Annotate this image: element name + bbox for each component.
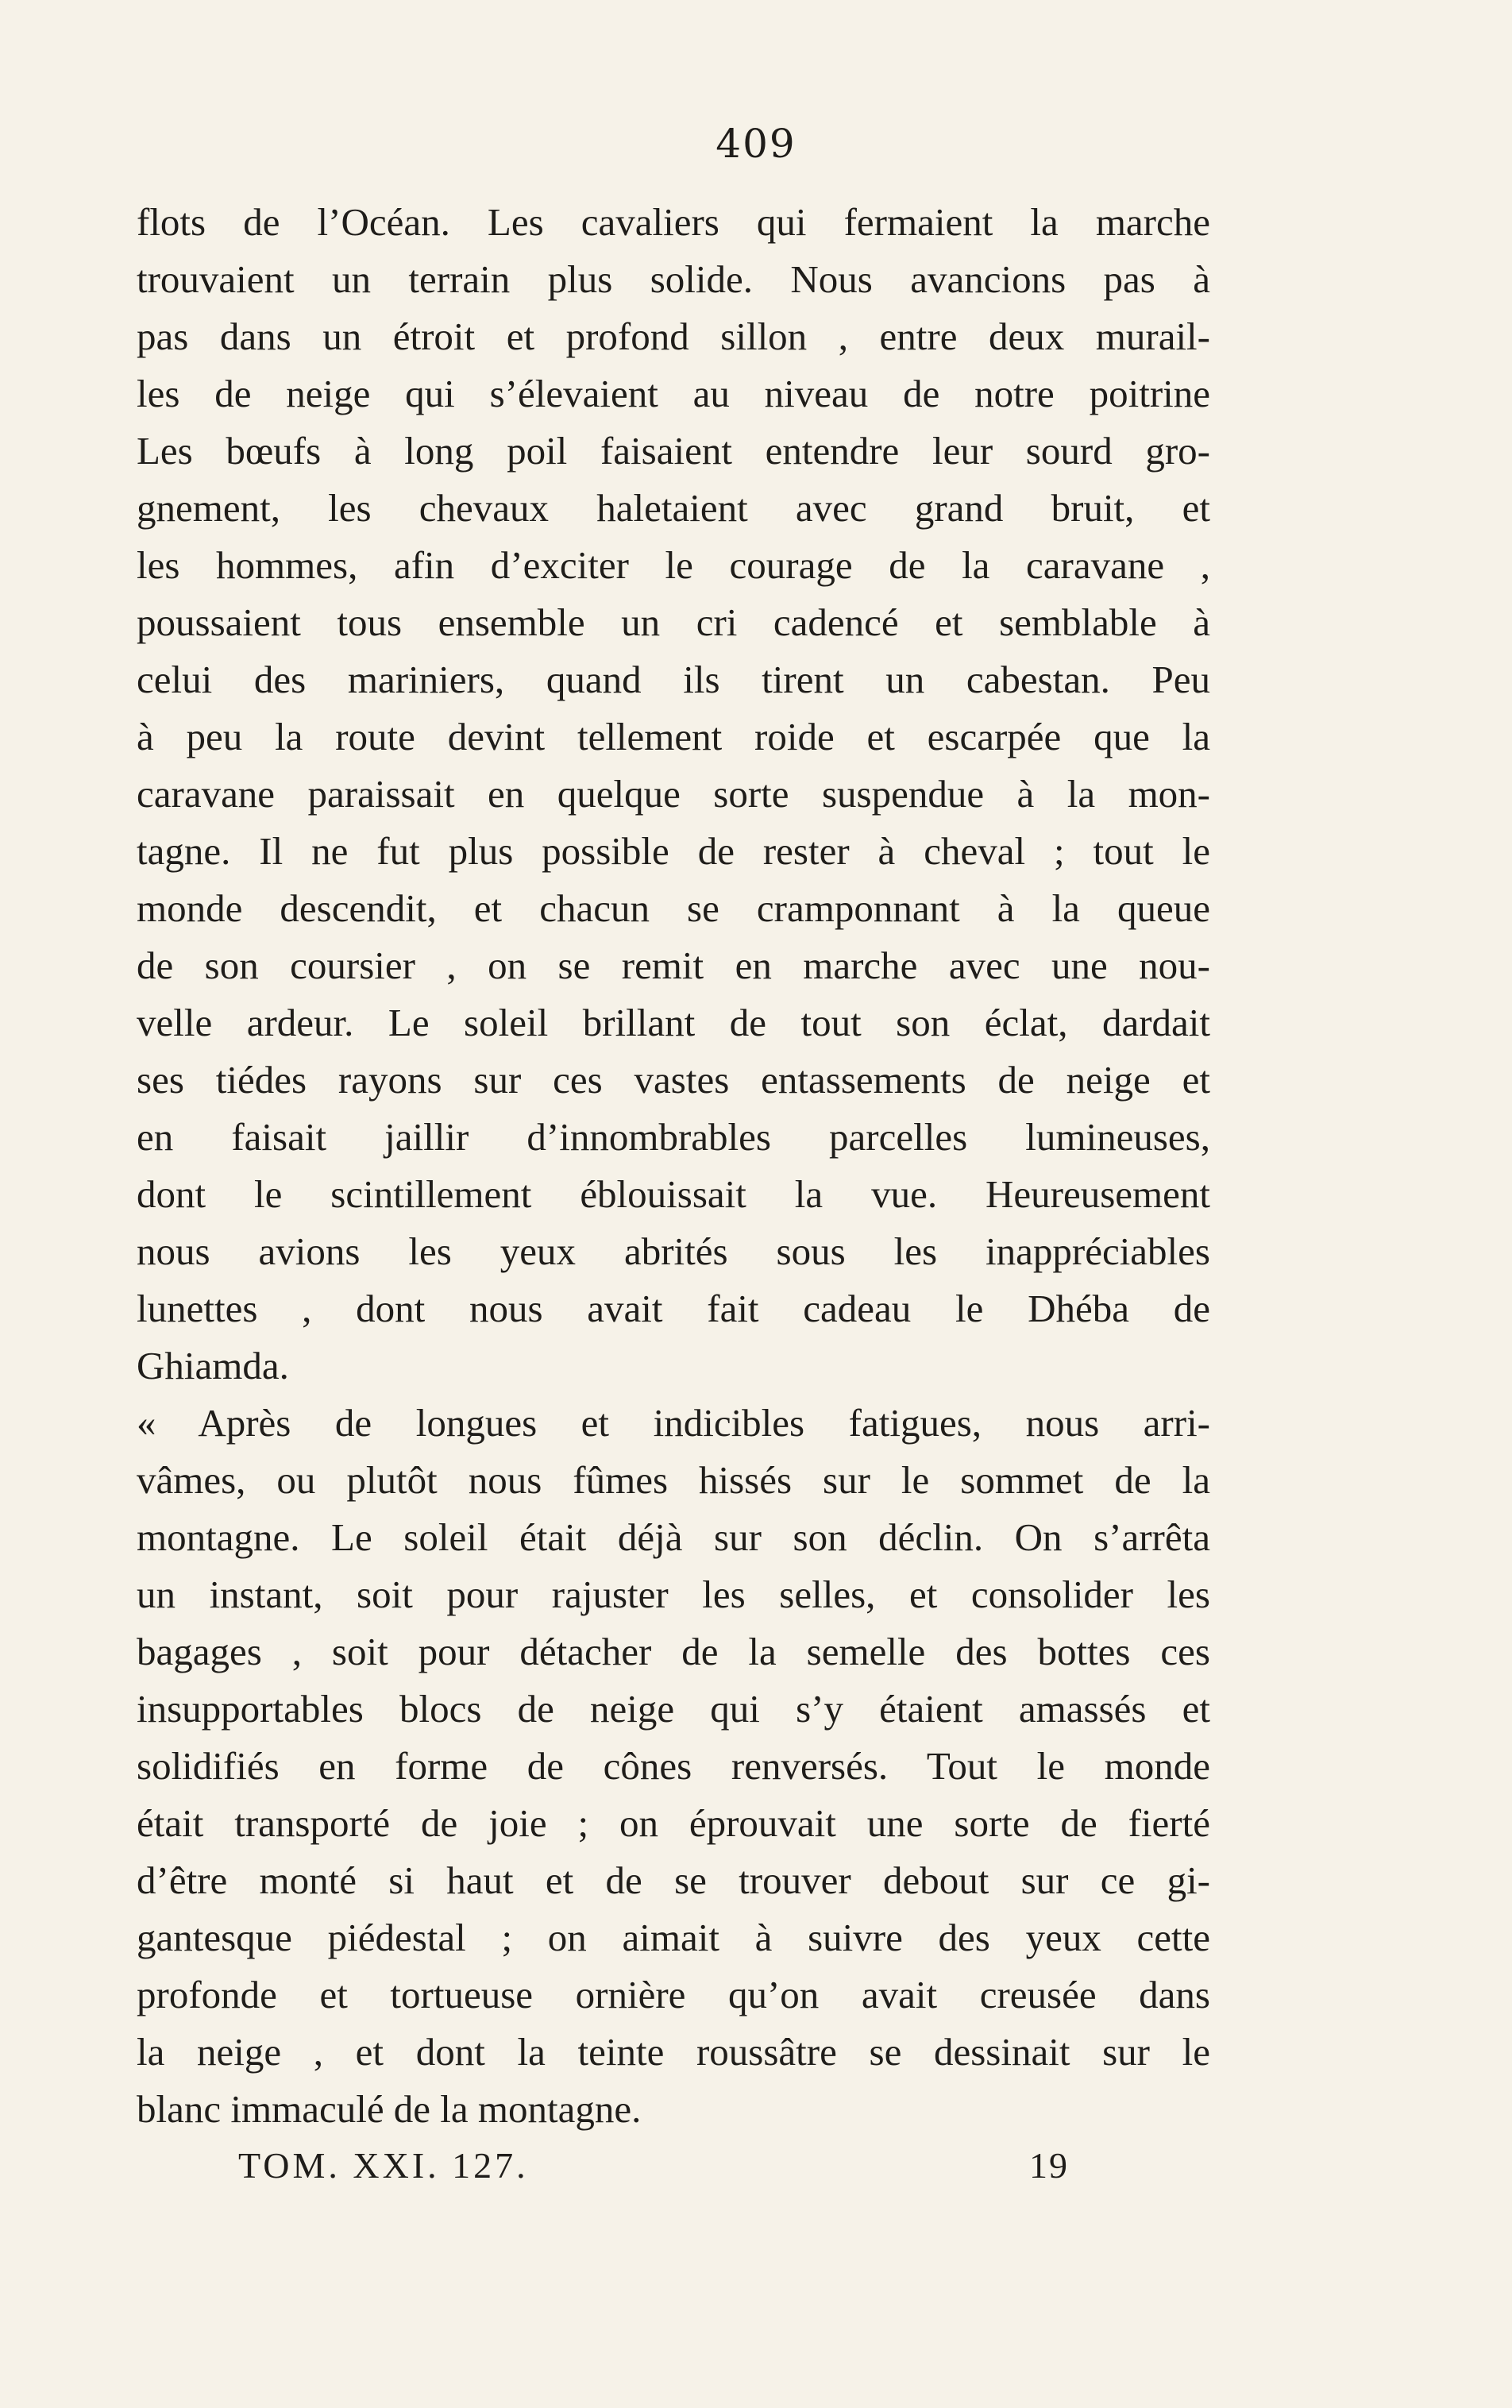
- text-line: de son coursier , on se remit en marche avec une nou-: [137, 944, 1210, 987]
- text-line: ses tiédes rayons sur ces vastes entassements de neige et: [137, 1058, 1210, 1102]
- text-line: bagages , soit pour détacher de la semelle des bottes ces: [137, 1630, 1210, 1673]
- text-line: poussaient tous ensemble un cri cadencé et semblable à: [137, 600, 1210, 644]
- body-text: [137, 194, 1210, 2138]
- text-line: montagne. Le soleil était déjà sur son déclin. On s’arrêta: [137, 1515, 1210, 1559]
- text-line: Les bœufs à long poil faisaient entendre leur sourd gro-: [137, 429, 1210, 473]
- text-line: celui des mariniers, quand ils tirent un cabestan. Peu: [137, 658, 1210, 701]
- text-line: Ghiamda.: [137, 1344, 289, 1387]
- text-line: « Après de longues et indicibles fatigues, nous arri-: [137, 1401, 1210, 1445]
- text-line: les hommes, afin d’exciter le courage de la caravane ,: [137, 543, 1210, 587]
- text-line: à peu la route devint tellement roide et escarpée que la: [137, 715, 1210, 758]
- text-line: les de neige qui s’élevaient au niveau de notre poitrine: [137, 372, 1210, 415]
- text-line: gnement, les chevaux haletaient avec grand bruit, et: [137, 486, 1210, 530]
- text-line: vâmes, ou plutôt nous fûmes hissés sur le sommet de la: [137, 1458, 1210, 1502]
- text-line: profonde et tortueuse ornière qu’on avait creusée dans: [137, 1973, 1210, 2016]
- text-line: un instant, soit pour rajuster les selles, et consolider les: [137, 1573, 1210, 1616]
- text-line: blanc immaculé de la montagne.: [137, 2087, 642, 2131]
- text-line: lunettes , dont nous avait fait cadeau le Dhéba de: [137, 1287, 1210, 1330]
- text-line: insupportables blocs de neige qui s’y étaient amassés et: [137, 1687, 1210, 1731]
- text-line: trouvaient un terrain plus solide. Nous avancions pas à: [137, 257, 1210, 301]
- text-line: d’être monté si haut et de se trouver debout sur ce gi-: [137, 1858, 1210, 1902]
- text-line: était transporté de joie ; on éprouvait une sorte de fierté: [137, 1801, 1210, 1845]
- text-line: caravane paraissait en quelque sorte suspendue à la mon-: [137, 772, 1210, 816]
- text-line: nous avions les yeux abrités sous les inappréciables: [137, 1229, 1210, 1273]
- text-line: tagne. Il ne fut plus possible de rester à cheval ; tout le: [137, 829, 1210, 873]
- text-line: dont le scintillement éblouissait la vue. Heureusement: [137, 1172, 1210, 1216]
- text-line: en faisait jaillir d’innombrables parcelles lumineuses,: [137, 1115, 1210, 1159]
- text-line: flots de l’Océan. Les cavaliers qui fermaient la marche: [137, 200, 1210, 244]
- text-line: pas dans un étroit et profond sillon , entre deux murail-: [137, 315, 1210, 358]
- page-number: 409: [716, 121, 796, 167]
- text-line: velle ardeur. Le soleil brillant de tout son éclat, dardait: [137, 1001, 1210, 1044]
- text-line: solidifiés en forme de cônes renversés. Tout le monde: [137, 1744, 1210, 1788]
- text-line: monde descendit, et chacun se cramponnant à la queue: [137, 886, 1210, 930]
- page-footer: [0, 2144, 1512, 2192]
- footer-gathering-number: 19: [1029, 2145, 1069, 2186]
- text-line: la neige , et dont la teinte roussâtre se dessinait sur le: [137, 2030, 1210, 2074]
- footer-signature: TOM. XXI. 127.: [238, 2145, 529, 2186]
- text-line: gantesque piédestal ; on aimait à suivre des yeux cette: [137, 1916, 1210, 1959]
